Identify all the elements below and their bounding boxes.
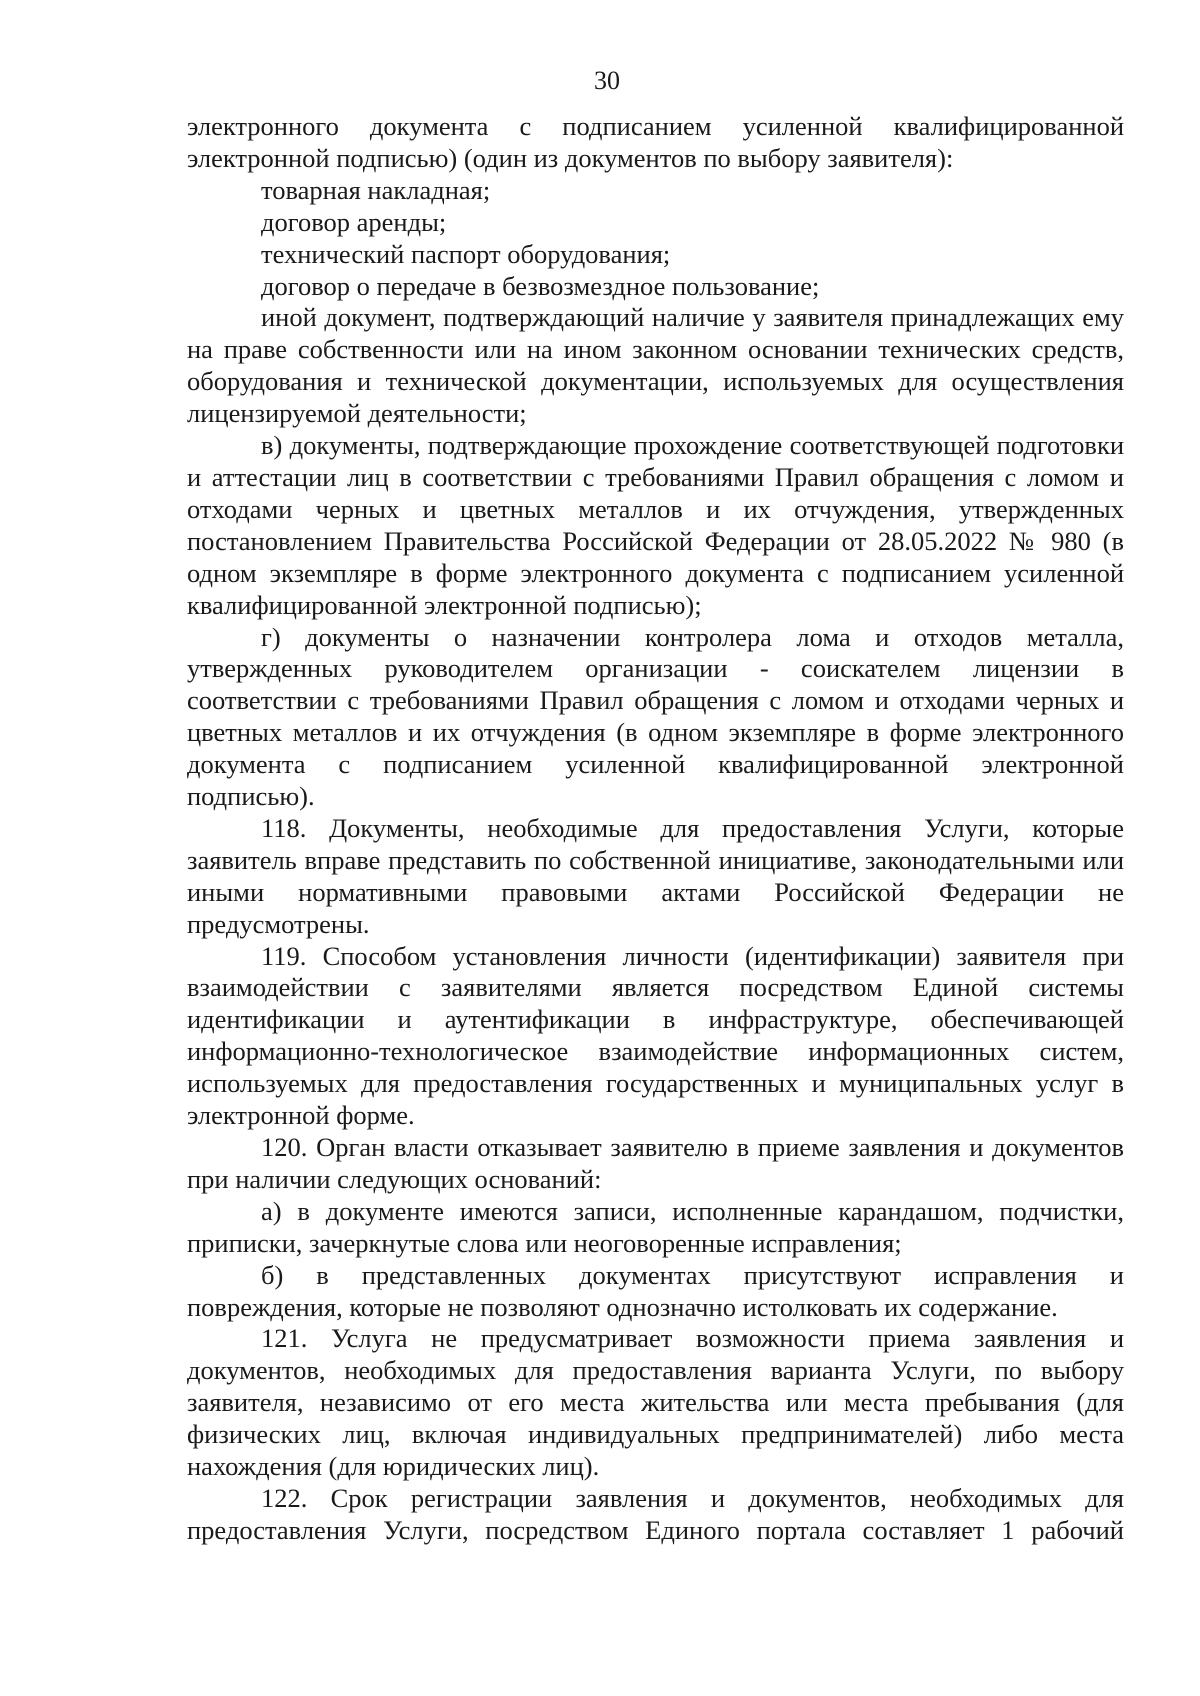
paragraph-118: 118. Документы, необходимые для предоставления Услуги, которые заявитель вправе представить по собственной инициативе, законодательными или иными нормативными правовыми актами Российской Федерации не предусмотрены.: [187, 812, 1124, 939]
list-item-free-use-agreement: договор о передаче в безвозмездное пользование;: [261, 270, 820, 301]
paragraph-item-a: а) в документе имеются записи, исполненные карандашом, подчистки, приписки, зачеркнутые слова или неоговоренные исправления;: [187, 1195, 1124, 1258]
list-item-waybill: товарная накладная;: [261, 174, 491, 205]
paragraph-continuation: электронного документа с подписанием усиленной квалифицированной электронной подписью) (один из документов по выбору заявителя):: [187, 111, 1124, 173]
paragraph-item-g: г) документы о назначении контролера лома и отходов металла, утвержденных руководителем организации - соискателем лицензии в соответствии с требованиями Правил обращения с ломом и отходами черных и цветных металлов и их отчуждения (в одном экземпляре в форме электронного документа с подписанием усиленной квалифицированной электронной подписью).: [187, 621, 1124, 812]
list-item-equipment-passport: технический паспорт оборудования;: [261, 238, 671, 269]
paragraph-119: 119. Способом установления личности (идентификации) заявителя при взаимодействии с заявителями является посредством Единой системы идентификации и аутентификации в инфраструктуре, обеспечивающей информационно-технологическое взаимодействие информационных систем, используемых для предоставления государственных и муниципальных услуг в электронной форме.: [187, 940, 1124, 1131]
paragraph-other-document: иной документ, подтверждающий наличие у заявителя принадлежащих ему на праве собственности или на ином законном основании технических средств, оборудования и технической документации, используемых для осуществления лицензируемой деятельности;: [187, 302, 1124, 429]
document-body: [187, 111, 1124, 1547]
paragraph-121: 121. Услуга не предусматривает возможности приема заявления и документов, необходимых для предоставления варианта Услуги, по выбору заявителя, независимо от его места жительства или места пребывания (для физических лиц, включая индивидуальных предпринимателей) либо места нахождения (для юридических лиц).: [187, 1323, 1124, 1482]
page-number: 30: [594, 66, 620, 95]
paragraph-item-v: в) документы, подтверждающие прохождение соответствующей подготовки и аттестации лиц в соответствии с требованиями Правил обращения с ломом и отходами черных и цветных металлов и их отчуждения, утвержденных постановлением Правительства Российской Федерации от 28.05.2022 № 980 (в одном экземпляре в форме электронного документа с подписанием усиленной квалифицированной электронной подписью);: [187, 430, 1124, 620]
paragraph-120: 120. Орган власти отказывает заявителю в приеме заявления и документов при наличии следующих оснований:: [187, 1132, 1124, 1194]
paragraph-item-b: б) в представленных документах присутствуют исправления и повреждения, которые не позволяют однозначно истолковать их содержание.: [187, 1259, 1124, 1322]
list-item-lease: договор аренды;: [261, 206, 447, 237]
paragraph-122: 122. Срок регистрации заявления и документов, необходимых для предоставления Услуги, посредством Единого портала составляет 1 рабочий: [187, 1482, 1124, 1545]
